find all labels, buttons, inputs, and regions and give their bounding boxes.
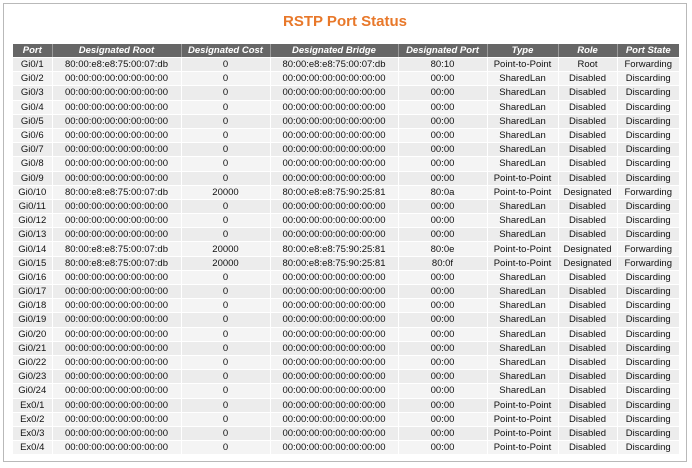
type-cell: SharedLan [487, 285, 558, 299]
designated-bridge-cell: 00:00:00:00:00:00:00:00 [270, 270, 398, 284]
designated-root-cell: 00:00:00:00:00:00:00:00 [52, 228, 181, 242]
type-cell: SharedLan [487, 100, 558, 114]
role-cell: Disabled [558, 128, 617, 142]
port-state-cell: Discarding [617, 285, 679, 299]
role-cell: Disabled [558, 270, 617, 284]
type-cell: SharedLan [487, 214, 558, 228]
type-cell: SharedLan [487, 157, 558, 171]
table-row [13, 441, 679, 455]
port-cell: Gi0/21 [13, 341, 52, 355]
table-row [13, 412, 679, 426]
designated-root-cell: 00:00:00:00:00:00:00:00 [52, 157, 181, 171]
port-state-cell: Discarding [617, 299, 679, 313]
designated-root-cell: 00:00:00:00:00:00:00:00 [52, 426, 181, 440]
designated-bridge-cell: 00:00:00:00:00:00:00:00 [270, 327, 398, 341]
port-cell: Gi0/4 [13, 100, 52, 114]
table-row [13, 199, 679, 213]
role-cell: Designated [558, 256, 617, 270]
port-cell: Gi0/22 [13, 355, 52, 369]
column-header-port-state: Port State [617, 44, 679, 58]
designated-root-cell: 00:00:00:00:00:00:00:00 [52, 285, 181, 299]
port-state-cell: Forwarding [617, 242, 679, 256]
designated-root-cell: 00:00:00:00:00:00:00:00 [52, 299, 181, 313]
designated-bridge-cell: 80:00:e8:e8:75:90:25:81 [270, 256, 398, 270]
table-row [13, 299, 679, 313]
table-row [13, 256, 679, 270]
role-cell: Disabled [558, 214, 617, 228]
type-cell: SharedLan [487, 299, 558, 313]
role-cell: Disabled [558, 412, 617, 426]
port-cell: Gi0/18 [13, 299, 52, 313]
port-cell: Gi0/8 [13, 157, 52, 171]
type-cell: SharedLan [487, 228, 558, 242]
table-row [13, 270, 679, 284]
designated-port-cell: 00:00 [398, 143, 487, 157]
designated-port-cell: 00:00 [398, 341, 487, 355]
designated-cost-cell: 0 [181, 199, 270, 213]
designated-cost-cell: 0 [181, 171, 270, 185]
designated-cost-cell: 0 [181, 228, 270, 242]
designated-port-cell: 80:10 [398, 58, 487, 72]
port-state-cell: Discarding [617, 114, 679, 128]
port-cell: Gi0/11 [13, 199, 52, 213]
designated-bridge-cell: 00:00:00:00:00:00:00:00 [270, 285, 398, 299]
rstp-port-status-table [13, 44, 679, 455]
designated-bridge-cell: 00:00:00:00:00:00:00:00 [270, 214, 398, 228]
port-cell: Gi0/19 [13, 313, 52, 327]
role-cell: Disabled [558, 398, 617, 412]
designated-root-cell: 80:00:e8:e8:75:00:07:db [52, 58, 181, 72]
table-row [13, 355, 679, 369]
role-cell: Designated [558, 242, 617, 256]
port-cell: Ex0/3 [13, 426, 52, 440]
designated-bridge-cell: 00:00:00:00:00:00:00:00 [270, 199, 398, 213]
type-cell: SharedLan [487, 341, 558, 355]
designated-port-cell: 00:00 [398, 128, 487, 142]
port-state-cell: Discarding [617, 355, 679, 369]
table-row [13, 398, 679, 412]
designated-bridge-cell: 00:00:00:00:00:00:00:00 [270, 128, 398, 142]
designated-cost-cell: 0 [181, 441, 270, 455]
designated-root-cell: 00:00:00:00:00:00:00:00 [52, 199, 181, 213]
port-state-cell: Discarding [617, 214, 679, 228]
column-header-designated-bridge: Designated Bridge [270, 44, 398, 58]
designated-cost-cell: 0 [181, 398, 270, 412]
designated-port-cell: 00:00 [398, 214, 487, 228]
role-cell: Disabled [558, 370, 617, 384]
table-row [13, 72, 679, 86]
table-row [13, 185, 679, 199]
designated-cost-cell: 0 [181, 86, 270, 100]
designated-cost-cell: 0 [181, 426, 270, 440]
designated-bridge-cell: 00:00:00:00:00:00:00:00 [270, 143, 398, 157]
column-header-port: Port [13, 44, 52, 58]
designated-cost-cell: 0 [181, 355, 270, 369]
table-row [13, 86, 679, 100]
designated-root-cell: 00:00:00:00:00:00:00:00 [52, 327, 181, 341]
designated-cost-cell: 0 [181, 370, 270, 384]
table-row [13, 143, 679, 157]
designated-bridge-cell: 00:00:00:00:00:00:00:00 [270, 299, 398, 313]
port-state-cell: Forwarding [617, 256, 679, 270]
table-row [13, 242, 679, 256]
role-cell: Disabled [558, 327, 617, 341]
designated-root-cell: 00:00:00:00:00:00:00:00 [52, 171, 181, 185]
port-state-cell: Discarding [617, 341, 679, 355]
type-cell: SharedLan [487, 128, 558, 142]
port-state-cell: Discarding [617, 100, 679, 114]
designated-root-cell: 00:00:00:00:00:00:00:00 [52, 384, 181, 398]
designated-root-cell: 00:00:00:00:00:00:00:00 [52, 341, 181, 355]
port-state-cell: Discarding [617, 143, 679, 157]
designated-port-cell: 00:00 [398, 285, 487, 299]
designated-port-cell: 80:0a [398, 185, 487, 199]
table-row [13, 341, 679, 355]
designated-cost-cell: 0 [181, 157, 270, 171]
designated-bridge-cell: 80:00:e8:e8:75:90:25:81 [270, 242, 398, 256]
designated-bridge-cell: 80:00:e8:e8:75:90:25:81 [270, 185, 398, 199]
designated-root-cell: 00:00:00:00:00:00:00:00 [52, 355, 181, 369]
designated-bridge-cell: 00:00:00:00:00:00:00:00 [270, 355, 398, 369]
role-cell: Disabled [558, 199, 617, 213]
designated-bridge-cell: 00:00:00:00:00:00:00:00 [270, 384, 398, 398]
port-cell: Ex0/1 [13, 398, 52, 412]
type-cell: Point-to-Point [487, 185, 558, 199]
port-cell: Gi0/15 [13, 256, 52, 270]
role-cell: Disabled [558, 157, 617, 171]
port-state-cell: Discarding [617, 441, 679, 455]
type-cell: Point-to-Point [487, 426, 558, 440]
designated-port-cell: 80:0f [398, 256, 487, 270]
port-state-cell: Discarding [617, 370, 679, 384]
table-header-row [13, 44, 679, 58]
designated-port-cell: 00:00 [398, 355, 487, 369]
designated-port-cell: 80:0e [398, 242, 487, 256]
table-row [13, 384, 679, 398]
type-cell: SharedLan [487, 384, 558, 398]
designated-port-cell: 00:00 [398, 72, 487, 86]
type-cell: Point-to-Point [487, 171, 558, 185]
port-state-cell: Discarding [617, 384, 679, 398]
role-cell: Disabled [558, 426, 617, 440]
role-cell: Disabled [558, 228, 617, 242]
designated-bridge-cell: 00:00:00:00:00:00:00:00 [270, 313, 398, 327]
type-cell: SharedLan [487, 199, 558, 213]
port-cell: Ex0/2 [13, 412, 52, 426]
role-cell: Disabled [558, 114, 617, 128]
designated-cost-cell: 0 [181, 58, 270, 72]
port-cell: Gi0/2 [13, 72, 52, 86]
designated-cost-cell: 0 [181, 341, 270, 355]
role-cell: Designated [558, 185, 617, 199]
type-cell: Point-to-Point [487, 58, 558, 72]
designated-cost-cell: 0 [181, 128, 270, 142]
type-cell: SharedLan [487, 114, 558, 128]
designated-root-cell: 00:00:00:00:00:00:00:00 [52, 128, 181, 142]
designated-cost-cell: 0 [181, 299, 270, 313]
column-header-designated-port: Designated Port [398, 44, 487, 58]
column-header-designated-cost: Designated Cost [181, 44, 270, 58]
port-cell: Gi0/23 [13, 370, 52, 384]
type-cell: SharedLan [487, 72, 558, 86]
designated-port-cell: 00:00 [398, 228, 487, 242]
rstp-status-panel [3, 3, 687, 462]
table-row [13, 214, 679, 228]
port-state-cell: Discarding [617, 171, 679, 185]
designated-cost-cell: 0 [181, 100, 270, 114]
role-cell: Disabled [558, 313, 617, 327]
designated-port-cell: 00:00 [398, 384, 487, 398]
designated-port-cell: 00:00 [398, 199, 487, 213]
designated-cost-cell: 0 [181, 313, 270, 327]
designated-root-cell: 00:00:00:00:00:00:00:00 [52, 412, 181, 426]
designated-port-cell: 00:00 [398, 327, 487, 341]
designated-port-cell: 00:00 [398, 313, 487, 327]
port-cell: Gi0/20 [13, 327, 52, 341]
designated-bridge-cell: 00:00:00:00:00:00:00:00 [270, 72, 398, 86]
role-cell: Disabled [558, 299, 617, 313]
page-title: RSTP Port Status [283, 13, 407, 30]
port-cell: Gi0/12 [13, 214, 52, 228]
designated-cost-cell: 0 [181, 143, 270, 157]
designated-root-cell: 00:00:00:00:00:00:00:00 [52, 86, 181, 100]
type-cell: SharedLan [487, 355, 558, 369]
table-row [13, 327, 679, 341]
designated-port-cell: 00:00 [398, 441, 487, 455]
role-cell: Disabled [558, 441, 617, 455]
role-cell: Disabled [558, 285, 617, 299]
designated-root-cell: 00:00:00:00:00:00:00:00 [52, 100, 181, 114]
column-header-type: Type [487, 44, 558, 58]
designated-root-cell: 80:00:e8:e8:75:00:07:db [52, 242, 181, 256]
table-body [13, 58, 679, 455]
designated-root-cell: 00:00:00:00:00:00:00:00 [52, 441, 181, 455]
designated-port-cell: 00:00 [398, 370, 487, 384]
designated-cost-cell: 0 [181, 114, 270, 128]
designated-bridge-cell: 00:00:00:00:00:00:00:00 [270, 171, 398, 185]
designated-bridge-cell: 80:00:e8:e8:75:00:07:db [270, 58, 398, 72]
designated-cost-cell: 20000 [181, 185, 270, 199]
designated-bridge-cell: 00:00:00:00:00:00:00:00 [270, 100, 398, 114]
designated-bridge-cell: 00:00:00:00:00:00:00:00 [270, 114, 398, 128]
designated-root-cell: 00:00:00:00:00:00:00:00 [52, 72, 181, 86]
column-header-role: Role [558, 44, 617, 58]
designated-port-cell: 00:00 [398, 157, 487, 171]
designated-bridge-cell: 00:00:00:00:00:00:00:00 [270, 86, 398, 100]
table-row [13, 370, 679, 384]
designated-port-cell: 00:00 [398, 86, 487, 100]
port-cell: Gi0/16 [13, 270, 52, 284]
role-cell: Disabled [558, 171, 617, 185]
table-row [13, 157, 679, 171]
type-cell: SharedLan [487, 313, 558, 327]
role-cell: Disabled [558, 341, 617, 355]
port-cell: Gi0/3 [13, 86, 52, 100]
type-cell: SharedLan [487, 270, 558, 284]
port-cell: Gi0/14 [13, 242, 52, 256]
port-state-cell: Forwarding [617, 58, 679, 72]
designated-bridge-cell: 00:00:00:00:00:00:00:00 [270, 412, 398, 426]
table-row [13, 228, 679, 242]
type-cell: Point-to-Point [487, 412, 558, 426]
port-state-cell: Discarding [617, 199, 679, 213]
port-cell: Gi0/17 [13, 285, 52, 299]
designated-bridge-cell: 00:00:00:00:00:00:00:00 [270, 441, 398, 455]
port-cell: Gi0/6 [13, 128, 52, 142]
designated-root-cell: 00:00:00:00:00:00:00:00 [52, 398, 181, 412]
port-cell: Gi0/5 [13, 114, 52, 128]
type-cell: SharedLan [487, 327, 558, 341]
designated-bridge-cell: 00:00:00:00:00:00:00:00 [270, 228, 398, 242]
designated-root-cell: 00:00:00:00:00:00:00:00 [52, 143, 181, 157]
role-cell: Disabled [558, 355, 617, 369]
designated-root-cell: 00:00:00:00:00:00:00:00 [52, 313, 181, 327]
designated-root-cell: 80:00:e8:e8:75:00:07:db [52, 256, 181, 270]
designated-cost-cell: 0 [181, 384, 270, 398]
designated-root-cell: 00:00:00:00:00:00:00:00 [52, 270, 181, 284]
designated-port-cell: 00:00 [398, 100, 487, 114]
port-cell: Ex0/4 [13, 441, 52, 455]
table-row [13, 128, 679, 142]
role-cell: Disabled [558, 72, 617, 86]
port-state-cell: Discarding [617, 228, 679, 242]
port-state-cell: Discarding [617, 72, 679, 86]
port-cell: Gi0/10 [13, 185, 52, 199]
designated-cost-cell: 0 [181, 285, 270, 299]
table-row [13, 313, 679, 327]
designated-root-cell: 00:00:00:00:00:00:00:00 [52, 214, 181, 228]
designated-cost-cell: 20000 [181, 242, 270, 256]
designated-bridge-cell: 00:00:00:00:00:00:00:00 [270, 341, 398, 355]
designated-cost-cell: 0 [181, 72, 270, 86]
type-cell: Point-to-Point [487, 256, 558, 270]
port-state-cell: Discarding [617, 412, 679, 426]
designated-cost-cell: 0 [181, 270, 270, 284]
table-row [13, 171, 679, 185]
designated-bridge-cell: 00:00:00:00:00:00:00:00 [270, 426, 398, 440]
type-cell: SharedLan [487, 86, 558, 100]
role-cell: Disabled [558, 100, 617, 114]
designated-bridge-cell: 00:00:00:00:00:00:00:00 [270, 398, 398, 412]
port-state-cell: Forwarding [617, 185, 679, 199]
role-cell: Disabled [558, 143, 617, 157]
port-state-cell: Discarding [617, 270, 679, 284]
port-cell: Gi0/13 [13, 228, 52, 242]
port-cell: Gi0/7 [13, 143, 52, 157]
designated-cost-cell: 0 [181, 214, 270, 228]
port-state-cell: Discarding [617, 128, 679, 142]
designated-cost-cell: 0 [181, 412, 270, 426]
port-state-cell: Discarding [617, 86, 679, 100]
type-cell: Point-to-Point [487, 441, 558, 455]
table-row [13, 285, 679, 299]
designated-root-cell: 00:00:00:00:00:00:00:00 [52, 370, 181, 384]
type-cell: Point-to-Point [487, 398, 558, 412]
type-cell: SharedLan [487, 370, 558, 384]
port-cell: Gi0/9 [13, 171, 52, 185]
designated-port-cell: 00:00 [398, 171, 487, 185]
designated-root-cell: 00:00:00:00:00:00:00:00 [52, 114, 181, 128]
port-state-cell: Discarding [617, 157, 679, 171]
type-cell: SharedLan [487, 143, 558, 157]
port-state-cell: Discarding [617, 398, 679, 412]
designated-root-cell: 80:00:e8:e8:75:00:07:db [52, 185, 181, 199]
designated-cost-cell: 20000 [181, 256, 270, 270]
designated-port-cell: 00:00 [398, 426, 487, 440]
port-state-cell: Discarding [617, 426, 679, 440]
table-row [13, 100, 679, 114]
designated-port-cell: 00:00 [398, 270, 487, 284]
designated-bridge-cell: 00:00:00:00:00:00:00:00 [270, 370, 398, 384]
type-cell: Point-to-Point [487, 242, 558, 256]
designated-cost-cell: 0 [181, 327, 270, 341]
designated-port-cell: 00:00 [398, 412, 487, 426]
role-cell: Root [558, 58, 617, 72]
role-cell: Disabled [558, 384, 617, 398]
port-state-cell: Discarding [617, 313, 679, 327]
role-cell: Disabled [558, 86, 617, 100]
designated-port-cell: 00:00 [398, 114, 487, 128]
table-row [13, 426, 679, 440]
port-state-cell: Discarding [617, 327, 679, 341]
designated-port-cell: 00:00 [398, 299, 487, 313]
designated-bridge-cell: 00:00:00:00:00:00:00:00 [270, 157, 398, 171]
port-cell: Gi0/24 [13, 384, 52, 398]
port-cell: Gi0/1 [13, 58, 52, 72]
designated-port-cell: 00:00 [398, 398, 487, 412]
column-header-designated-root: Designated Root [52, 44, 181, 58]
table-row [13, 114, 679, 128]
table-row [13, 58, 679, 72]
